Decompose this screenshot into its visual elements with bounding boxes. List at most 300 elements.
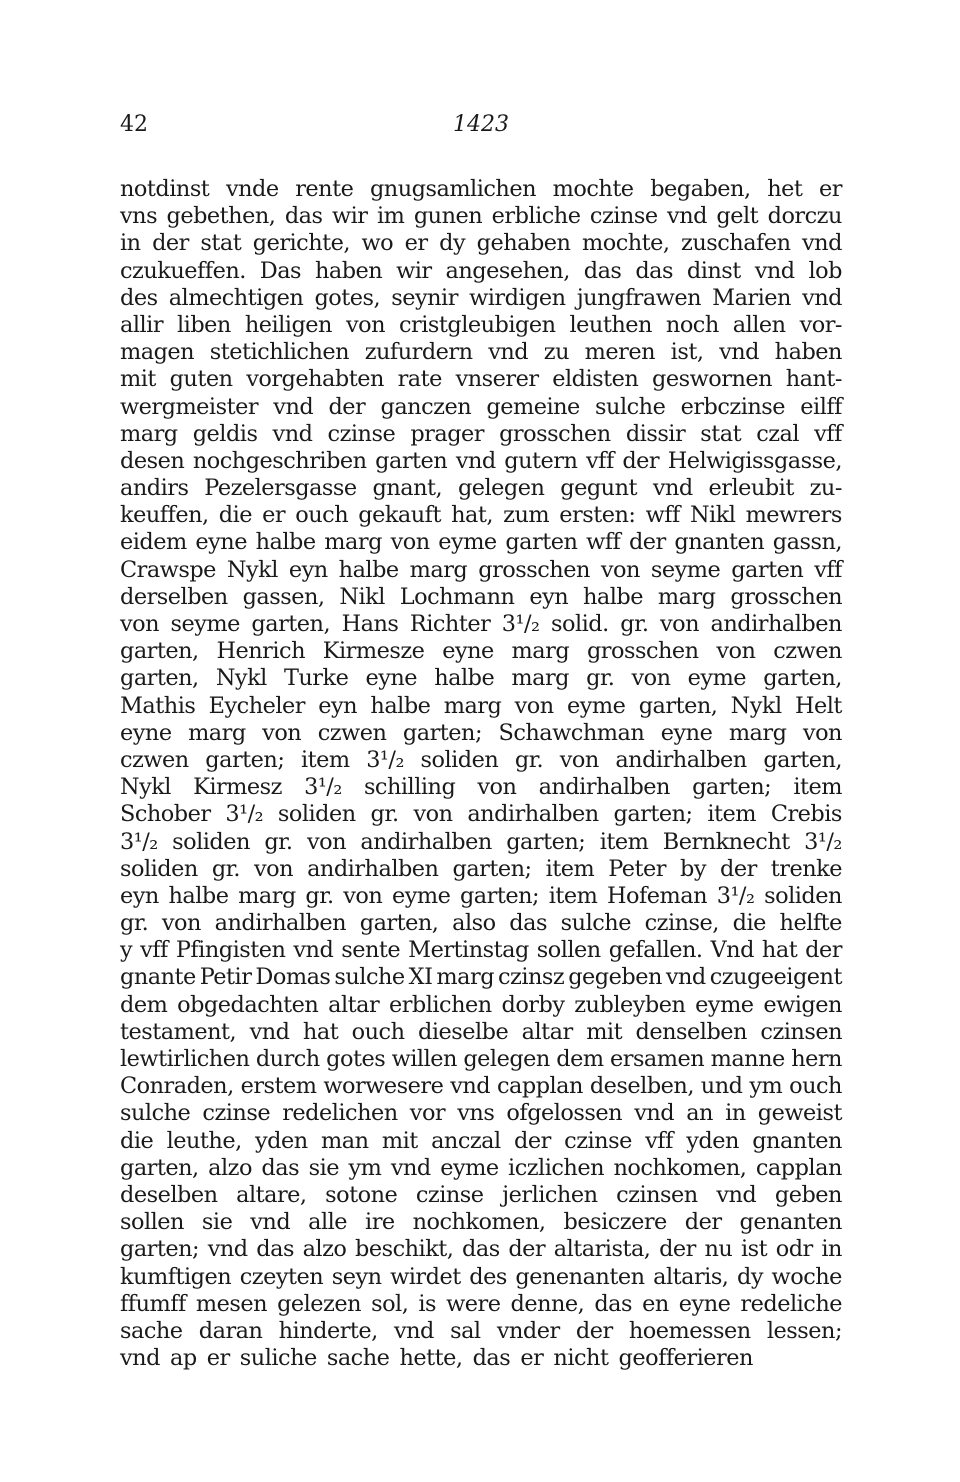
word: Hans [341,611,399,637]
word: Petir [199,964,252,991]
word: der [684,1209,722,1236]
word: vnd [273,393,314,420]
word: wergmeister [120,393,259,420]
word: marg [188,719,246,746]
word: rente [295,176,354,202]
word: von [343,882,383,909]
word: der [508,1236,546,1263]
word: gnanten [752,1127,842,1154]
word: wo [361,230,394,257]
word: en [642,1290,669,1317]
word: eyme [695,991,754,1018]
text-line [120,475,842,502]
word: eyne [365,665,418,692]
word: zu- [809,475,842,502]
word: lewtirlichen [120,1046,250,1072]
word: notdinst [120,176,210,202]
word: garten; [402,719,482,746]
word: gotes, [314,284,381,311]
word: das [635,257,673,284]
word: hoemessen [628,1317,751,1344]
word: ersamen [609,1046,705,1072]
word: eyn [529,583,569,610]
word: is [418,1290,437,1317]
word: trenke [770,855,842,882]
running-header [120,112,842,144]
word: eyme [391,882,451,909]
word: genenanten [515,1263,645,1290]
word: 3¹/₂ [804,828,842,855]
word: gr. [305,882,334,909]
text-line [120,638,842,665]
word: rate [397,366,442,393]
word: erbliche [491,203,581,230]
word: ewigen [763,991,842,1018]
word: er [262,502,286,529]
word: garten, [763,665,842,692]
word: geswornen [652,366,773,393]
word: marg [324,529,382,556]
word: seyn [331,1263,382,1290]
word: vnd [250,1209,291,1236]
word: guten [169,366,233,393]
word: gelt [716,203,759,230]
word: garten, [120,638,199,665]
word: ist [740,1236,768,1263]
word: von [161,910,201,937]
word: ganczen [380,393,472,420]
word: sulche [595,393,666,420]
word: der [720,855,757,882]
word: czinse, [644,910,719,937]
word: dem [120,991,168,1018]
word: Kirmesze [322,638,425,665]
word: des [120,284,158,311]
word: hern [791,1046,842,1072]
word: vnd [272,420,313,447]
word: der [514,1127,551,1154]
word: heiligen [244,311,332,338]
word: hant- [785,366,842,393]
text-line [120,1318,842,1345]
word: halbe [168,882,229,909]
word: vnd [390,1154,431,1181]
word: gelegen [463,1046,550,1072]
word: mochte [552,176,634,202]
word: von [413,801,453,828]
word: eyne [120,719,172,746]
word: allen [732,311,786,338]
word: vff [586,447,614,474]
word: gehaben [476,230,571,257]
word: Nykl [730,692,782,719]
word: czinse [327,420,396,447]
text-line [120,693,842,720]
word: andirhalben [615,746,747,773]
word: garten; [120,1236,200,1263]
word: hette, [399,1345,463,1372]
word: gr. [264,828,293,855]
word: eyne [195,529,247,556]
word: der [622,447,660,474]
word: Peter [608,855,667,882]
word: dissir [625,420,686,447]
word: von [306,828,346,855]
word: magen [120,339,195,366]
word: grosschen [730,583,842,610]
word: altar [521,1018,573,1045]
word: XI [408,964,433,991]
word: garten, [120,1154,199,1181]
word: item [707,801,757,828]
word: mochte, [581,230,670,257]
word: soliden [277,801,356,828]
word: willen [391,1046,457,1072]
word: vns [120,203,158,230]
word: hinderte, [278,1317,378,1344]
text-line [120,584,842,611]
word: Bernknecht [662,828,790,855]
word: der [805,937,842,964]
word: cristgleubigen [398,311,556,338]
word: grosschen [478,556,590,583]
word: ofgelossen [506,1100,623,1127]
word: dorczu [767,203,842,230]
word: vff [140,937,168,964]
word: die [732,910,766,937]
word: Das [259,257,302,284]
word: eyn [120,882,159,909]
word: mesen [195,1290,268,1317]
word: Conraden, [120,1073,234,1100]
word: sal [450,1317,481,1344]
word: sulche [560,910,631,937]
word: sulche [120,1100,191,1127]
word: meren [584,339,656,366]
word: halbe [255,529,316,556]
word: solid. [551,611,609,637]
word: gemeine [486,393,580,420]
word: item [548,882,598,909]
word: sache [120,1317,183,1344]
word: seyme [650,556,721,583]
word: von [716,638,756,665]
word: wir [396,257,432,284]
word: von [477,774,517,801]
word: dy [439,230,466,257]
word: garten, [359,910,439,937]
word: garten; [692,774,772,801]
word: marg [657,583,716,610]
word: hat, [451,502,494,529]
word: lessen; [766,1317,842,1344]
word: nochgeschriben [192,447,367,474]
word: gerichte, [252,230,351,257]
word: Nikl [689,502,736,529]
word: sol, [371,1290,409,1317]
word: marg [511,638,570,665]
word: liben [177,311,231,338]
word: ym [749,1073,783,1100]
word: deselben [120,1181,218,1208]
text-line [120,1155,842,1182]
text-line [120,502,842,529]
word: vnd [120,1345,160,1372]
word: 3¹/₂ [716,882,755,909]
word: vnd [802,284,842,311]
word: gekauft [358,502,441,529]
word: halbe [338,556,399,583]
word: angesehen, [445,257,570,284]
text-line [120,557,842,584]
word: odr [775,1236,813,1263]
word: Helwigissgasse, [667,447,842,474]
word: grosschen [586,638,699,665]
word: vnserer [455,366,539,393]
text-line [120,937,842,964]
word: redeliche [740,1290,842,1317]
word: redelichen [282,1100,398,1127]
text-line [120,1236,842,1263]
word: von [802,719,842,746]
word: nicht [553,1345,609,1372]
word: zu [543,339,569,366]
word: leuthen [569,311,652,338]
word: gr. [514,746,544,773]
text-line [120,774,842,801]
word: eyne [678,1290,731,1317]
word: were [446,1290,501,1317]
word: garten, [251,611,331,637]
word: das [256,1236,294,1263]
word: czugeeigent [709,964,842,991]
word: item [793,774,842,801]
word: vnd [719,339,760,366]
word: gelegen [457,475,545,502]
word: gutern [504,447,578,474]
word: ap [169,1345,197,1372]
word: vnder [496,1317,560,1344]
word: vor- [799,311,842,338]
text-line [120,1100,842,1127]
word: y [120,937,133,964]
word: in [725,1100,746,1127]
word: vff [814,556,842,583]
word: grosschen [499,420,611,447]
word: item [300,746,350,773]
word: garten; [205,746,285,773]
word: marg [409,556,468,583]
word: von [600,556,640,583]
word: mewrers [745,502,842,529]
word: ire [365,1209,395,1236]
word: schilling [363,774,456,801]
word: Pezelersgasse [204,475,357,502]
word: gebethen, [166,203,276,230]
word: zubleyben [574,991,686,1018]
word: durch [255,1046,320,1072]
word: 3¹/₂ [120,828,158,855]
word: in [120,230,141,257]
word: eyne [660,719,713,746]
word: er [404,230,428,257]
running-title-year: 1423 [453,112,509,137]
word: yden [255,1127,308,1154]
word: andirhalben [214,910,347,937]
word: soliden [764,882,842,909]
text-line [120,611,842,638]
word: gassen, [242,583,325,610]
word: Crebis [770,801,842,828]
text-line [120,1209,842,1236]
word: dinst [686,257,741,284]
word: vnd [802,230,842,257]
word: garten, [638,692,718,719]
word: vns [457,1100,495,1127]
word: geldis [192,420,258,447]
word: zufurdern [364,339,473,366]
word: ym [348,1154,382,1181]
word: desen [120,447,185,474]
word: Turke [283,665,349,692]
word: Henrich [216,638,305,665]
word: 3¹/₂ [366,746,404,773]
word: Vnd [710,937,754,964]
word: alzo [302,1236,347,1263]
word: anczal [431,1127,501,1154]
word: das [583,257,622,284]
word: gr. [370,801,399,828]
word: gassn, [772,529,842,556]
text-line [120,285,842,312]
word: das [462,1236,500,1263]
page-number: 42 [120,112,148,137]
word: czinsen [616,1181,698,1208]
word: garten; [506,828,586,855]
word: 3¹/₂ [304,774,342,801]
text-line [120,1291,842,1318]
word: Mathis [120,692,196,719]
word: soliden [172,828,250,855]
word: von [120,611,160,637]
word: jungfrawen [576,284,702,311]
word: ouch [295,502,349,529]
word: manne [710,1046,785,1072]
word: keuffen, [120,502,209,529]
word: er [206,1345,230,1372]
word: sulche [334,964,405,991]
text-line [120,1046,842,1073]
word: czal [756,420,800,447]
word: ersten: [559,502,636,529]
word: stat [200,230,242,257]
word: jerlichen [502,1181,598,1208]
word: worwesere [323,1073,444,1100]
word: altaris, [653,1263,729,1290]
word: eyne [442,638,494,665]
word: garten [375,447,448,474]
word: vnd [665,964,706,991]
word: der [628,529,666,556]
word: erblichen [388,991,492,1018]
word: Helt [794,692,842,719]
word: dieselbe [417,1018,509,1045]
word: garten; [613,801,693,828]
word: nochkomen, [412,1209,546,1236]
word: vnde [225,176,279,202]
word: von [262,719,302,746]
word: ffumff [120,1290,186,1317]
word: vnd [488,339,529,366]
word: het [767,176,803,202]
word: andirs [120,475,189,502]
word: das [594,1290,633,1317]
word: in [821,1236,842,1263]
word: marg [728,719,787,746]
word: sente [341,937,401,964]
word: des [469,1263,507,1290]
word: yden [686,1127,739,1154]
word: capplan [755,1154,842,1181]
word: wir [331,203,368,230]
word: item [599,828,649,855]
word: haben [314,257,383,284]
word: geofferieren [618,1345,753,1372]
word: vnd [450,1073,491,1100]
word: mit [586,1018,623,1045]
word: erstem [240,1073,317,1100]
word: er [819,176,842,202]
word: noch [665,311,719,338]
word: nochkomen, [613,1154,747,1181]
word: vnd [207,1236,248,1263]
word: altarista, [553,1236,651,1263]
word: beschikt, [355,1236,454,1263]
word: ist, [670,339,704,366]
word: der [659,1236,696,1263]
text-line [120,366,842,393]
word: nu [704,1236,733,1263]
word: an [686,1100,713,1127]
word: gefallen. [608,937,703,964]
word: garten [505,529,578,556]
word: das [472,1345,511,1372]
word: von [631,665,671,692]
text-line [120,448,842,475]
word: hat [302,1018,339,1045]
word: gnugsamlichen [369,176,537,202]
word: von [390,529,430,556]
word: hat [761,937,798,964]
word: ouch [789,1073,842,1100]
word: gr. [620,611,649,637]
word: czeyten [239,1263,324,1290]
word: die [120,1127,154,1154]
text-line [120,1345,842,1372]
word: Nykl [215,665,267,692]
text-line [120,203,842,230]
word: gr. [586,665,615,692]
word: dy [737,1263,763,1290]
word: allir [120,311,164,338]
text-line [120,258,842,285]
word: und [700,1073,743,1100]
word: item [545,855,595,882]
word: czinse [415,1181,484,1208]
text-line [120,801,842,828]
word: die [218,502,252,529]
text-line [120,1182,842,1209]
